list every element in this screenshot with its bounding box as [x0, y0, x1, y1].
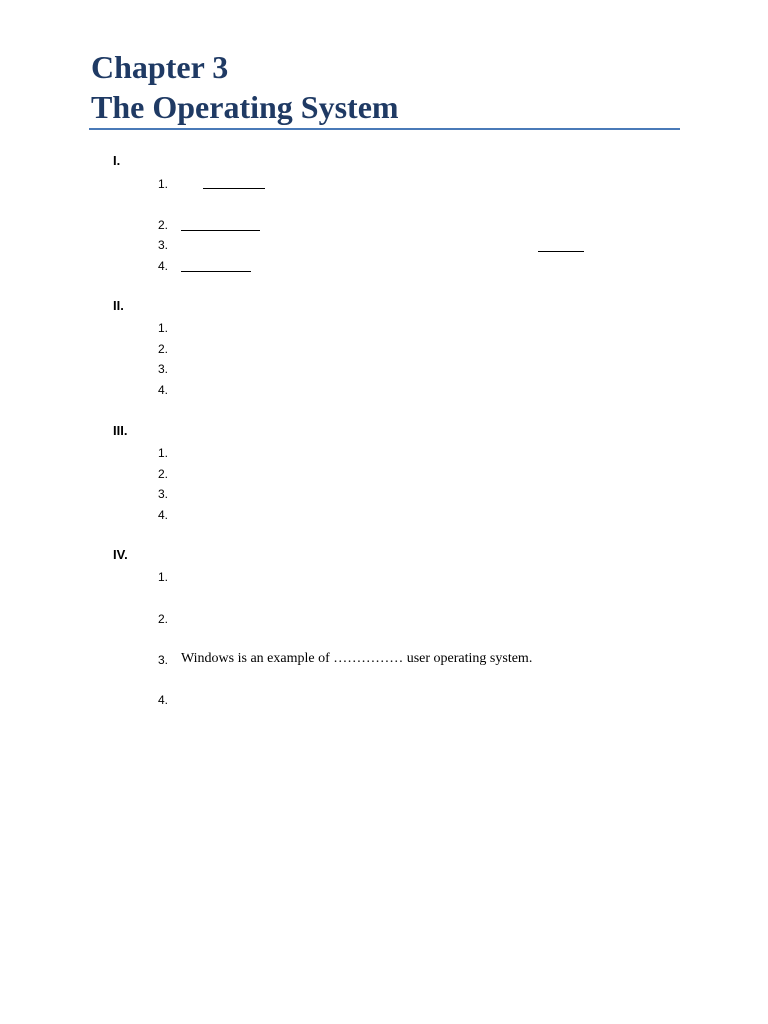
section-heading-4: IV. — [113, 547, 128, 562]
title-underline-rule — [89, 128, 680, 130]
section-heading-3: III. — [113, 423, 128, 438]
answer-blank — [181, 271, 251, 272]
list-item-number: 4. — [158, 259, 169, 273]
answer-blank — [181, 230, 260, 231]
list-item-number: 1. — [158, 321, 169, 335]
list-item-number: 1. — [158, 570, 169, 584]
list-item-number: 2. — [158, 612, 169, 626]
list-item-number: 3. — [158, 653, 169, 667]
answer-blank — [203, 188, 265, 189]
list-item-number: 2. — [158, 467, 169, 481]
question-text: Windows is an example of …………… user operating system. — [181, 651, 533, 666]
list-item-number: 1. — [158, 177, 169, 191]
list-item-number: 2. — [158, 218, 169, 232]
list-item-number: 3. — [158, 487, 169, 501]
list-item-number: 2. — [158, 342, 169, 356]
section-heading-2: II. — [113, 298, 124, 313]
list-item-number: 4. — [158, 693, 169, 707]
answer-blank — [538, 251, 584, 252]
list-item-number: 4. — [158, 383, 169, 397]
chapter-subtitle: The Operating System — [91, 89, 399, 125]
list-item-number: 4. — [158, 508, 169, 522]
list-item-number: 1. — [158, 446, 169, 460]
chapter-title: Chapter 3 — [91, 49, 229, 85]
list-item-number: 3. — [158, 362, 169, 376]
section-heading-1: I. — [113, 153, 121, 168]
list-item-number: 3. — [158, 238, 169, 252]
